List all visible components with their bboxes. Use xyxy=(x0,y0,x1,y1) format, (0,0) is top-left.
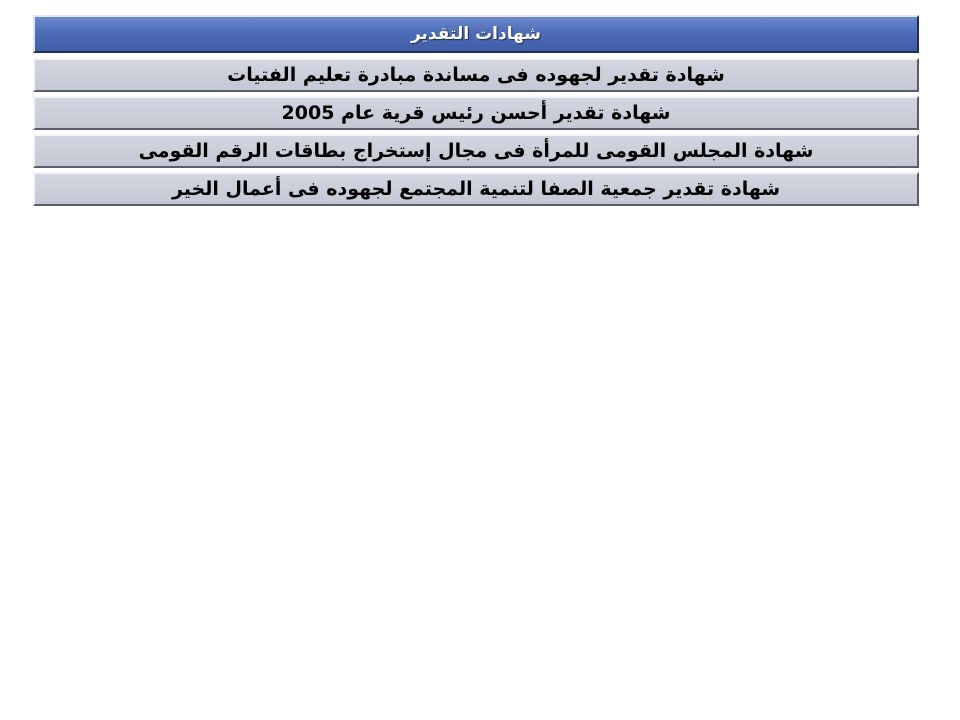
table-row xyxy=(33,96,919,130)
table-row-text: شهادة تقدير أحسن رئيس قرية عام 2005 xyxy=(281,102,671,124)
table-row-text: شهادة تقدير لجهوده فى مساندة مبادرة تعليم الفتيات xyxy=(227,64,725,86)
table-row xyxy=(33,58,919,92)
table-row-text: شهادة تقدير جمعية الصفا لتنمية المجتمع لجهوده فى أعمال الخير xyxy=(171,178,781,200)
table-row xyxy=(33,172,919,206)
table-row xyxy=(33,134,919,168)
certificates-table xyxy=(33,15,919,210)
table-header xyxy=(33,15,919,53)
table-row-text: شهادة المجلس القومى للمرأة فى مجال إستخراج بطاقات الرقم القومى xyxy=(138,140,814,162)
table-header-title: شهادات التقدير xyxy=(410,24,542,44)
